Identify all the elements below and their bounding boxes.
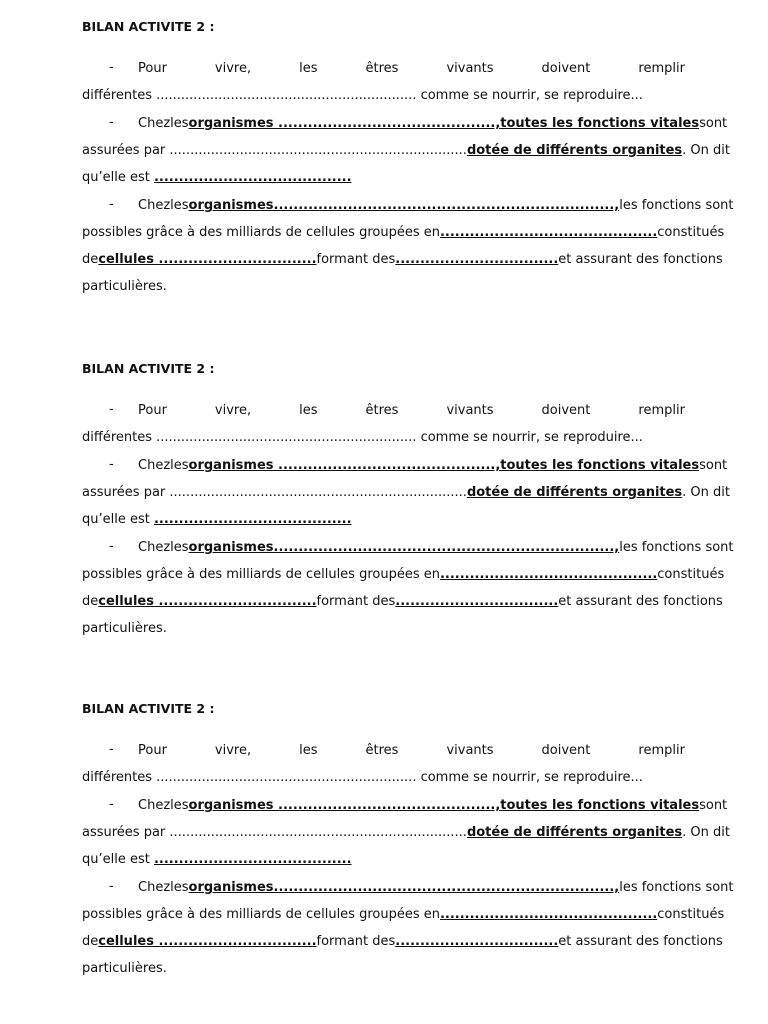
word: les [299,61,318,76]
text: les fonctions sont [619,198,734,213]
item-line [82,402,685,429]
text: possibles grâce à des milliards de cellules groupées en [82,907,440,922]
bullet-item-3 [82,539,734,638]
text: formant des [316,594,396,609]
text: formant des [316,934,396,949]
word: doivent [541,743,591,758]
text: et assurant des fonctions [558,252,723,267]
bullet-item-1 [82,402,685,447]
block-title: BILAN ACTIVITE 2 : [82,701,215,716]
block-title: BILAN ACTIVITE 2 : [82,361,215,376]
item-line: différentes ............................................................... comme se nourrir, se reproduire... [82,770,643,785]
item-line [82,742,685,769]
item-line [82,60,685,87]
item-line [82,797,728,824]
item-line [82,879,734,906]
word: les [170,880,189,895]
bilan-block [82,18,734,296]
word: vivants [446,61,494,76]
item-line: particulières. [82,621,167,636]
blank-groupees[interactable]: ............................................ [439,225,658,240]
bullet-dash: - [109,742,114,757]
text: qu’elle est [82,170,154,185]
item-line [82,539,734,566]
text: qu’elle est [82,512,154,527]
word: Chez [138,116,171,131]
underlined-phrase: dotée de différents organites [466,825,683,840]
word: constitués [657,567,725,582]
item-line [82,511,685,529]
bullet-dash: - [109,60,114,75]
word: êtres [365,61,399,76]
word: vivre, [214,403,252,418]
underlined-phrase: dotée de différents organites [466,143,683,158]
word: Chez [138,198,171,213]
bullet-item-2 [82,115,731,187]
item-line [82,484,731,511]
blank-quelle-est[interactable]: ........................................ [153,852,352,867]
blank-formant[interactable]: ................................. [395,252,559,267]
item-line [82,566,725,593]
item-line [82,169,685,187]
blank-formant[interactable]: ................................. [395,594,559,609]
word: vivants [446,403,494,418]
text: les fonctions sont [619,880,734,895]
blank-organismes[interactable]: organismes....................................................................., [188,540,620,555]
word: constitués [657,225,725,240]
text: . On dit [682,825,731,840]
word: sont [699,798,728,813]
blank-quelle-est[interactable]: ........................................ [153,512,352,527]
blank-organismes[interactable]: organismes....................................................................., [188,880,620,895]
item-line [82,115,728,142]
underlined-phrase: dotée de différents organites [466,485,683,500]
bullet-item-3 [82,197,734,296]
text: qu’elle est [82,852,154,867]
bullet-dash: - [109,879,114,894]
item-line [82,224,725,251]
word: sont [699,458,728,473]
word: remplir [638,403,685,418]
word: remplir [638,743,685,758]
item-line [82,906,725,933]
blank-formant[interactable]: ................................. [395,934,559,949]
blank-groupees[interactable]: ............................................ [439,567,658,582]
text: et assurant des fonctions [558,594,723,609]
blank-assurees[interactable]: assurées par ........................................................................ [82,485,467,500]
bilan-block [82,700,734,978]
word: Chez [138,540,171,555]
word: de [82,934,99,949]
blank-groupees[interactable]: ............................................ [439,907,658,922]
item-line [82,593,723,620]
item-line [82,197,734,224]
blank-quelle-est[interactable]: ........................................ [153,170,352,185]
item-line [82,824,731,851]
item-line [82,933,723,960]
blank-cellules[interactable]: cellules ................................ [98,252,317,267]
word: Pour [138,403,167,418]
bilan-block [82,360,734,638]
bullet-dash: - [109,197,114,212]
word: remplir [638,61,685,76]
underlined-phrase: toutes les fonctions vitales [500,458,700,473]
word: êtres [365,403,399,418]
blank-organismes[interactable]: organismes ............................................, [188,116,501,131]
text: possibles grâce à des milliards de cellules groupées en [82,567,440,582]
word: vivre, [214,61,252,76]
word: doivent [541,61,591,76]
word: les [170,198,189,213]
word: vivre, [214,743,252,758]
word: constitués [657,907,725,922]
item-line [82,851,685,869]
word: les [299,743,318,758]
bullet-dash: - [109,797,114,812]
blank-organismes[interactable]: organismes ............................................, [188,798,501,813]
word: Pour [138,743,167,758]
item-line: particulières. [82,961,167,976]
text: . On dit [682,143,731,158]
word: de [82,594,99,609]
blank-assurees[interactable]: assurées par ........................................................................ [82,143,467,158]
word: doivent [541,403,591,418]
word: les [170,458,189,473]
bullet-item-2 [82,457,731,529]
word: les [170,798,189,813]
blank-organismes[interactable]: organismes....................................................................., [188,198,620,213]
text: possibles grâce à des milliards de cellules groupées en [82,225,440,240]
item-line [82,457,728,484]
word: Pour [138,61,167,76]
blank-assurees[interactable]: assurées par ........................................................................ [82,825,467,840]
bullet-dash: - [109,115,114,130]
word: les [299,403,318,418]
word: les [170,116,189,131]
underlined-phrase: toutes les fonctions vitales [500,798,700,813]
bullet-item-1 [82,60,685,105]
item-line: différentes ............................................................... comme se nourrir, se reproduire... [82,430,643,445]
item-line: particulières. [82,279,167,294]
underlined-phrase: toutes les fonctions vitales [500,116,700,131]
blank-organismes[interactable]: organismes ............................................, [188,458,501,473]
word: les [170,540,189,555]
text: les fonctions sont [619,540,734,555]
text: et assurant des fonctions [558,934,723,949]
word: Chez [138,798,171,813]
word: Chez [138,458,171,473]
word: Chez [138,880,171,895]
item-line [82,251,723,278]
bullet-dash: - [109,402,114,417]
blank-cellules[interactable]: cellules ................................ [98,934,317,949]
bullet-item-3 [82,879,734,978]
bullet-dash: - [109,539,114,554]
text: formant des [316,252,396,267]
blank-cellules[interactable]: cellules ................................ [98,594,317,609]
word: de [82,252,99,267]
item-line [82,142,731,169]
block-title: BILAN ACTIVITE 2 : [82,19,215,34]
bullet-item-1 [82,742,685,787]
word: êtres [365,743,399,758]
word: sont [699,116,728,131]
bullet-item-2 [82,797,731,869]
bullet-dash: - [109,457,114,472]
text: . On dit [682,485,731,500]
word: vivants [446,743,494,758]
item-line: différentes ............................................................... comme se nourrir, se reproduire... [82,88,643,103]
